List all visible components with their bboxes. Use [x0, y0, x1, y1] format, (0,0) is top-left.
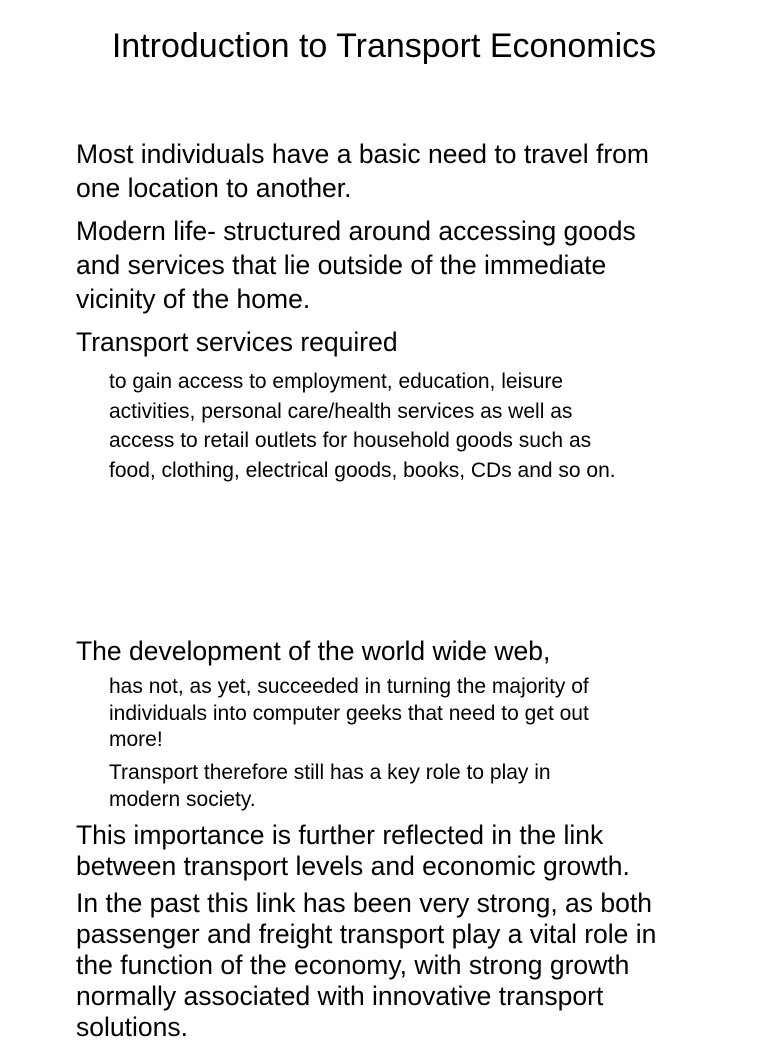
sub-bullet-geeks: [109, 674, 589, 754]
bullet-line: passenger and freight transport play a vital role in: [76, 919, 657, 949]
sub-bullet-line: activities, personal care/health services as well as: [109, 399, 573, 423]
sub-bullet-line: food, clothing, electrical goods, books, CDs and so on.: [109, 458, 616, 482]
bullet-line: normally associated with innovative transport: [76, 981, 604, 1011]
slide-title: Introduction to Transport Economics: [111, 27, 657, 65]
sub-bullet-access: [109, 367, 616, 485]
sub-bullet-key-role: [109, 760, 551, 813]
bullet-line: Transport services required: [76, 327, 398, 357]
sub-bullet-line: to gain access to employment, education, leisure: [109, 370, 564, 393]
sub-bullet-line: modern society.: [109, 787, 256, 811]
bullet-line: Modern life- structured around accessing goods: [76, 216, 636, 246]
bullet-line: In the past this link has been very strong, as both: [76, 888, 652, 918]
bullet-travel-need: [76, 137, 649, 205]
bullet-line: The development of the world wide web,: [76, 636, 551, 666]
sub-bullet-line: has not, as yet, succeeded in turning the majority of: [109, 675, 589, 698]
bullet-line: solutions.: [76, 1012, 188, 1042]
bullet-economic-growth: [76, 820, 630, 882]
bullet-line: vicinity of the home.: [76, 284, 311, 314]
bullet-line: the function of the economy, with strong growth: [76, 950, 630, 980]
sub-bullet-line: individuals into computer geeks that need to get out: [109, 701, 589, 725]
bullet-modern-life: [76, 214, 636, 316]
bullet-line: between transport levels and economic growth.: [76, 851, 630, 881]
bullet-transport-services: [76, 325, 398, 359]
sub-bullet-line: more!: [109, 728, 163, 751]
bullet-line: one location to another.: [76, 173, 352, 203]
bullet-world-wide-web: [76, 634, 550, 668]
bullet-line: This importance is further reflected in the link: [76, 820, 604, 850]
sub-bullet-line: Transport therefore still has a key role to play in: [109, 761, 551, 784]
bullet-line: and services that lie outside of the immediate: [76, 250, 607, 280]
bullet-line: Most individuals have a basic need to travel from: [76, 139, 649, 169]
bullet-strong-link: [76, 888, 656, 1043]
sub-bullet-line: access to retail outlets for household goods such as: [109, 429, 592, 453]
